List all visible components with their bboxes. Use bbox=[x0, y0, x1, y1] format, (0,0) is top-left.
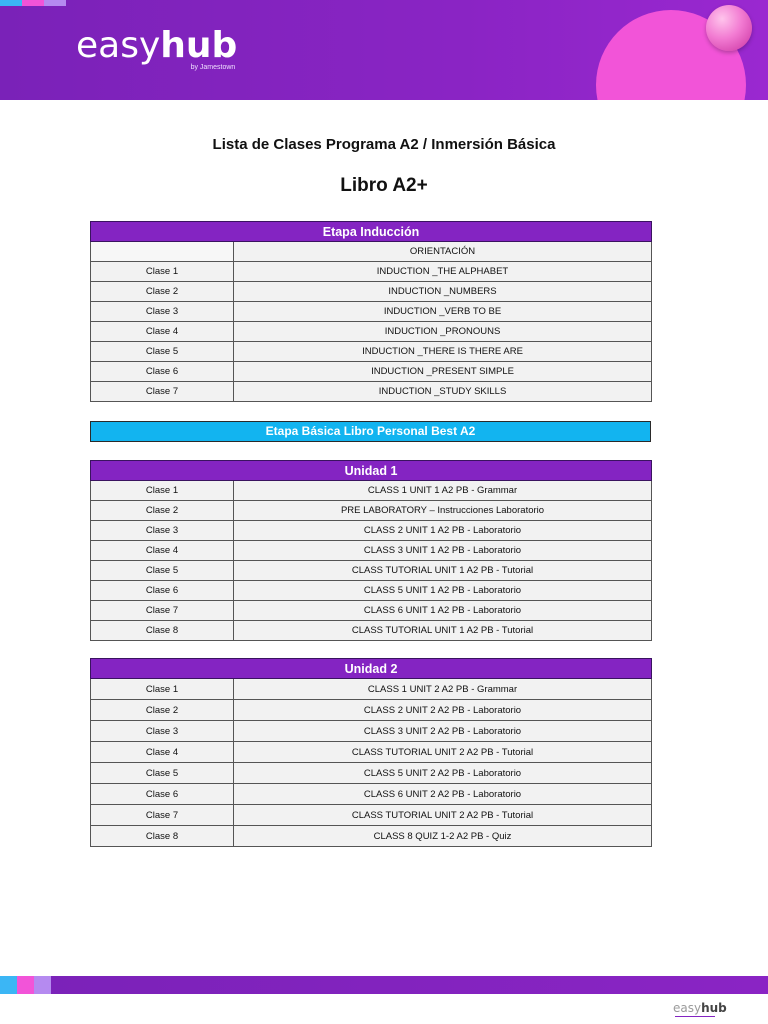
table-row bbox=[91, 700, 652, 721]
table-row bbox=[91, 521, 652, 541]
class-number-cell: Clase 4 bbox=[91, 322, 234, 342]
class-number-cell: Clase 1 bbox=[91, 679, 234, 700]
unit1-table-header: Unidad 1 bbox=[91, 461, 652, 481]
class-name-cell: CLASS 5 UNIT 1 A2 PB - Laboratorio bbox=[234, 581, 652, 601]
logo-text-light: easy bbox=[76, 25, 161, 66]
logo-subtitle: by Jamestown bbox=[190, 64, 236, 71]
table-row bbox=[91, 621, 652, 641]
class-number-cell: Clase 7 bbox=[91, 382, 234, 402]
class-number-cell: Clase 5 bbox=[91, 342, 234, 362]
table-row bbox=[91, 382, 652, 402]
basic-stage-label: Etapa Básica Libro Personal Best A2 bbox=[90, 421, 651, 442]
class-number-cell: Clase 2 bbox=[91, 282, 234, 302]
class-number-cell: Clase 2 bbox=[91, 700, 234, 721]
table-row bbox=[91, 601, 652, 621]
class-name-cell: CLASS 5 UNIT 2 A2 PB - Laboratorio bbox=[234, 763, 652, 784]
class-name-cell: CLASS TUTORIAL UNIT 1 A2 PB - Tutorial bbox=[234, 621, 652, 641]
table-row bbox=[91, 481, 652, 501]
class-name-cell: INDUCTION _PRONOUNS bbox=[234, 322, 652, 342]
class-name-cell: CLASS 3 UNIT 1 A2 PB - Laboratorio bbox=[234, 541, 652, 561]
class-name-cell: CLASS 6 UNIT 2 A2 PB - Laboratorio bbox=[234, 784, 652, 805]
class-number-cell bbox=[91, 242, 234, 262]
table-row bbox=[91, 262, 652, 282]
induction-table-header: Etapa Inducción bbox=[91, 222, 652, 242]
class-number-cell: Clase 6 bbox=[91, 362, 234, 382]
class-number-cell: Clase 6 bbox=[91, 784, 234, 805]
footer-logo-bold: hub bbox=[701, 1001, 727, 1015]
logo-text-bold: hub bbox=[160, 25, 238, 66]
footer-bar bbox=[0, 976, 768, 994]
table-row bbox=[91, 763, 652, 784]
table-row bbox=[91, 679, 652, 700]
decorative-sphere bbox=[706, 5, 752, 51]
table-row bbox=[91, 826, 652, 847]
easyhub-logo bbox=[76, 25, 238, 71]
table-row bbox=[91, 242, 652, 262]
class-number-cell: Clase 7 bbox=[91, 805, 234, 826]
table-row bbox=[91, 805, 652, 826]
class-number-cell: Clase 1 bbox=[91, 262, 234, 282]
class-number-cell: Clase 5 bbox=[91, 763, 234, 784]
footer-logo-light: easy bbox=[673, 1001, 702, 1015]
class-number-cell: Clase 8 bbox=[91, 826, 234, 847]
class-name-cell: ORIENTACIÓN bbox=[234, 242, 652, 262]
class-name-cell: CLASS 1 UNIT 2 A2 PB - Grammar bbox=[234, 679, 652, 700]
class-number-cell: Clase 4 bbox=[91, 541, 234, 561]
class-name-cell: CLASS 6 UNIT 1 A2 PB - Laboratorio bbox=[234, 601, 652, 621]
class-name-cell: CLASS 8 QUIZ 1-2 A2 PB - Quiz bbox=[234, 826, 652, 847]
footer-color-stripes bbox=[0, 976, 51, 994]
table-row bbox=[91, 302, 652, 322]
class-number-cell: Clase 8 bbox=[91, 621, 234, 641]
header-color-stripes bbox=[0, 0, 66, 6]
header-banner bbox=[0, 0, 768, 100]
class-name-cell: INDUCTION _STUDY SKILLS bbox=[234, 382, 652, 402]
unit1-table bbox=[90, 460, 652, 641]
class-number-cell: Clase 4 bbox=[91, 742, 234, 763]
class-name-cell: CLASS TUTORIAL UNIT 2 A2 PB - Tutorial bbox=[234, 742, 652, 763]
document-title: Lista de Clases Programa A2 / Inmersión Básica bbox=[212, 136, 556, 153]
table-row bbox=[91, 561, 652, 581]
class-number-cell: Clase 3 bbox=[91, 721, 234, 742]
table-row bbox=[91, 581, 652, 601]
class-name-cell: INDUCTION _THE ALPHABET bbox=[234, 262, 652, 282]
table-row bbox=[91, 501, 652, 521]
book-title: Libro A2+ bbox=[340, 175, 428, 196]
class-number-cell: Clase 6 bbox=[91, 581, 234, 601]
class-number-cell: Clase 3 bbox=[91, 521, 234, 541]
table-row bbox=[91, 322, 652, 342]
document-titles bbox=[0, 134, 768, 198]
class-number-cell: Clase 5 bbox=[91, 561, 234, 581]
class-name-cell: INDUCTION _NUMBERS bbox=[234, 282, 652, 302]
table-row bbox=[91, 362, 652, 382]
table-row bbox=[91, 721, 652, 742]
class-number-cell: Clase 7 bbox=[91, 601, 234, 621]
class-name-cell: INDUCTION _VERB TO BE bbox=[234, 302, 652, 322]
class-name-cell: INDUCTION _PRESENT SIMPLE bbox=[234, 362, 652, 382]
table-row bbox=[91, 342, 652, 362]
class-name-cell: CLASS TUTORIAL UNIT 2 A2 PB - Tutorial bbox=[234, 805, 652, 826]
class-number-cell: Clase 3 bbox=[91, 302, 234, 322]
induction-table bbox=[90, 221, 652, 402]
unit2-table bbox=[90, 658, 652, 847]
table-row bbox=[91, 742, 652, 763]
footer-logo-underline bbox=[675, 1016, 715, 1017]
class-name-cell: CLASS 2 UNIT 1 A2 PB - Laboratorio bbox=[234, 521, 652, 541]
class-name-cell: PRE LABORATORY – Instrucciones Laboratorio bbox=[234, 501, 652, 521]
unit2-table-header: Unidad 2 bbox=[91, 659, 652, 679]
class-number-cell: Clase 1 bbox=[91, 481, 234, 501]
class-name-cell: CLASS 3 UNIT 2 A2 PB - Laboratorio bbox=[234, 721, 652, 742]
class-number-cell: Clase 2 bbox=[91, 501, 234, 521]
class-name-cell: CLASS 1 UNIT 1 A2 PB - Grammar bbox=[234, 481, 652, 501]
class-name-cell: CLASS TUTORIAL UNIT 1 A2 PB - Tutorial bbox=[234, 561, 652, 581]
class-name-cell: CLASS 2 UNIT 2 A2 PB - Laboratorio bbox=[234, 700, 652, 721]
table-row bbox=[91, 784, 652, 805]
table-row bbox=[91, 282, 652, 302]
table-row bbox=[91, 541, 652, 561]
class-name-cell: INDUCTION _THERE IS THERE ARE bbox=[234, 342, 652, 362]
footer-logo bbox=[673, 1001, 727, 1015]
